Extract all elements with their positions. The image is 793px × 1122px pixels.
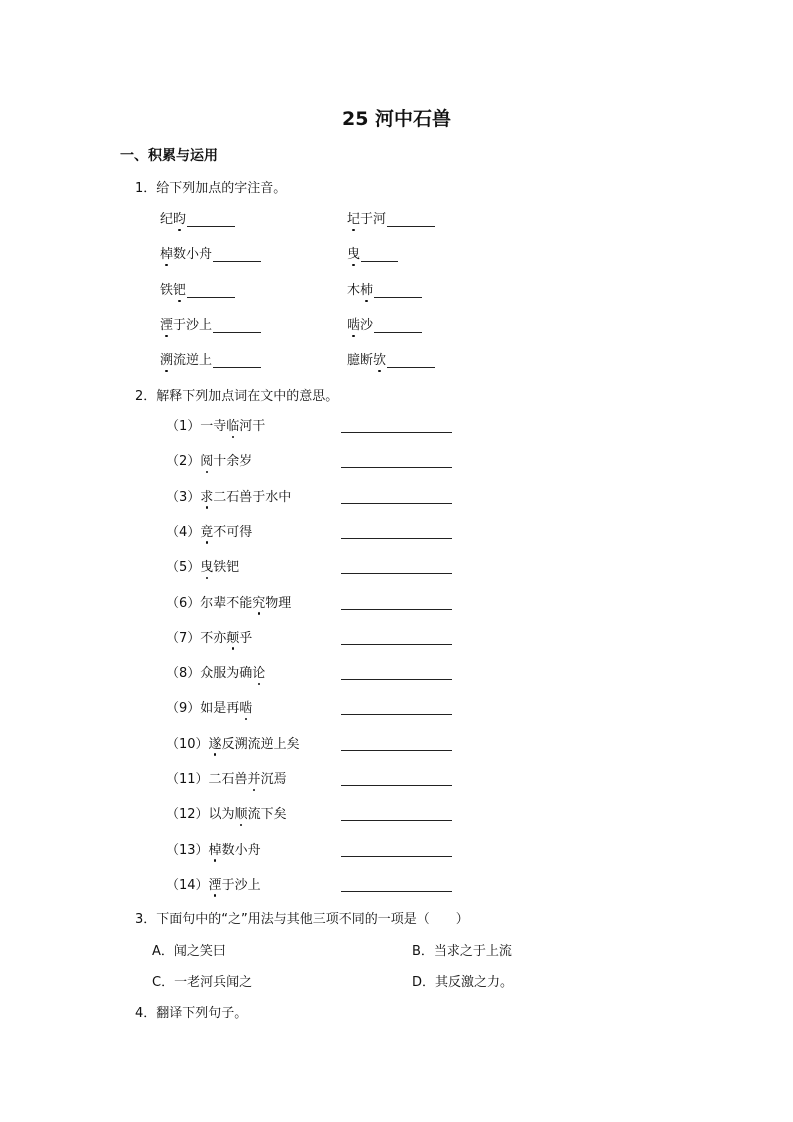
dotted-character: 阅 (200, 450, 213, 469)
pinyin-item (347, 208, 435, 227)
dotted-character: 昀 (173, 208, 186, 227)
answer-line[interactable] (341, 609, 452, 610)
answer-blank[interactable] (361, 247, 398, 262)
text-before: （5） (166, 560, 201, 576)
definition-item (166, 803, 287, 822)
text-before: （13） (166, 842, 209, 858)
answer-line[interactable] (341, 891, 452, 892)
definition-item (166, 450, 252, 469)
definition-item (166, 592, 291, 611)
dotted-character: 临 (226, 415, 239, 434)
dotted-character: 湮 (160, 314, 173, 333)
text-after: 于沙上 (221, 877, 261, 893)
dotted-character: 钯 (173, 279, 186, 298)
answer-line[interactable] (341, 679, 452, 680)
text-before: （4） (166, 524, 201, 540)
text-after: 流逆上 (173, 353, 213, 368)
pinyin-item (160, 349, 261, 368)
text-before: （6）尔辈不能 (166, 595, 253, 611)
question-2-label: 2．解释下列加点词在文中的意思。 (135, 389, 339, 404)
answer-blank[interactable] (213, 353, 261, 368)
text-before: （9）如是再 (166, 701, 240, 717)
text-before: 臆断 (347, 353, 374, 368)
answer-line[interactable] (341, 750, 452, 751)
dotted-character: 顺 (235, 803, 248, 822)
definition-item (166, 697, 252, 716)
dotted-character: 棹 (160, 243, 173, 262)
text-after: 数小舟 (173, 247, 213, 262)
dotted-character: 曳 (200, 556, 213, 575)
dotted-character: 啮 (239, 697, 252, 716)
definition-item (166, 839, 261, 858)
answer-line[interactable] (341, 785, 452, 786)
text-before: （7）不亦 (166, 630, 227, 646)
pinyin-item (160, 314, 261, 333)
definition-item (166, 521, 252, 540)
text-after: 流下矣 (247, 807, 287, 823)
text-before: （3） (166, 489, 201, 505)
answer-line[interactable] (341, 503, 452, 504)
option-c: C．一老河兵闻之 (152, 975, 253, 990)
pinyin-item (347, 279, 422, 298)
text-after: 河干 (239, 419, 266, 434)
text-after: 于沙上 (173, 318, 213, 333)
answer-blank[interactable] (387, 353, 435, 368)
answer-line[interactable] (341, 538, 452, 539)
text-after: 不可得 (213, 524, 253, 540)
text-after: 沉焉 (260, 772, 287, 787)
pinyin-item (160, 208, 235, 227)
dotted-character: 曳 (347, 243, 360, 262)
answer-blank[interactable] (374, 283, 422, 298)
pinyin-item (160, 243, 261, 262)
section-heading: 一、积累与运用 (120, 148, 218, 164)
answer-blank[interactable] (187, 212, 235, 227)
text-after: 物理 (265, 595, 292, 611)
text-before: （2） (166, 454, 201, 470)
text-after: 十余岁 (213, 454, 253, 470)
text-before: （8）众服为确 (166, 666, 253, 682)
answer-line[interactable] (341, 573, 452, 574)
text-before: （14） (166, 877, 209, 893)
option-a: A．闻之笑曰 (152, 944, 226, 959)
text-before: 纪 (160, 212, 174, 227)
dotted-character: 颠 (226, 627, 239, 646)
text-before: （10） (166, 736, 209, 752)
answer-blank[interactable] (213, 247, 261, 262)
text-before: （12）以为 (166, 807, 235, 823)
question-3-label: 3．下面句中的“之”用法与其他三项不同的一项是（ ） (135, 912, 469, 927)
dotted-character: 并 (248, 768, 261, 787)
dotted-character: 欤 (373, 349, 386, 368)
text-before: 铁 (160, 283, 174, 298)
definition-item (166, 415, 265, 434)
question-1-label: 1．给下列加点的字注音。 (135, 181, 287, 196)
dotted-character: 圮 (347, 208, 360, 227)
dotted-character: 竟 (200, 521, 213, 540)
text-after: 铁钯 (213, 560, 240, 576)
dotted-character: 溯 (160, 349, 173, 368)
text-before: （1）一寺 (166, 419, 227, 434)
definition-item (166, 768, 287, 787)
text-after: 反溯流逆上矣 (221, 736, 300, 752)
answer-line[interactable] (341, 714, 452, 715)
answer-line[interactable] (341, 467, 452, 468)
answer-blank[interactable] (374, 318, 422, 333)
option-d: D．其反激之力。 (412, 975, 514, 990)
text-after: 沙 (360, 318, 374, 333)
answer-blank[interactable] (213, 318, 261, 333)
dotted-character: 棹 (209, 839, 222, 858)
pinyin-item (160, 279, 235, 298)
dotted-character: 求 (200, 486, 213, 505)
question-4-label: 4．翻译下列句子。 (135, 1006, 248, 1021)
answer-blank[interactable] (187, 283, 235, 298)
text-before: （11）二石兽 (166, 772, 248, 787)
dotted-character: 啮 (347, 314, 360, 333)
dotted-character: 论 (252, 662, 265, 681)
text-after: 于河 (360, 212, 387, 227)
answer-line[interactable] (341, 856, 452, 857)
pinyin-item (347, 314, 422, 333)
answer-line[interactable] (341, 432, 452, 433)
option-b: B．当求之于上流 (412, 944, 512, 959)
answer-line[interactable] (341, 644, 452, 645)
pinyin-item (347, 349, 435, 368)
text-after: 乎 (239, 630, 253, 646)
dotted-character: 究 (252, 592, 265, 611)
text-after: 二石兽于水中 (213, 489, 292, 505)
definition-item (166, 486, 291, 505)
dotted-character: 湮 (209, 874, 222, 893)
answer-blank[interactable] (387, 212, 435, 227)
definition-item (166, 874, 261, 893)
dotted-character: 杮 (360, 279, 373, 298)
text-after: 数小舟 (221, 842, 261, 858)
dotted-character: 遂 (209, 733, 222, 752)
definition-item (166, 556, 239, 575)
pinyin-item (347, 243, 398, 262)
text-before: 木 (347, 283, 361, 298)
definition-item (166, 733, 300, 752)
answer-line[interactable] (341, 820, 452, 821)
definition-item (166, 627, 252, 646)
definition-item (166, 662, 265, 681)
page-title: 25 河中石兽 (341, 108, 452, 130)
